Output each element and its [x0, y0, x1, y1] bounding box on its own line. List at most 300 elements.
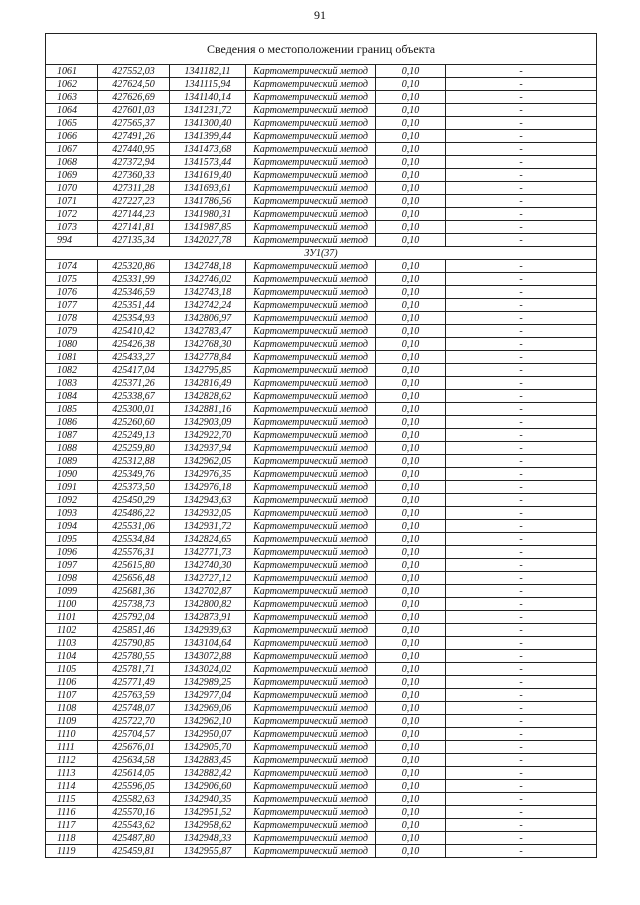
coord-y: 1342937,94 [170, 442, 246, 455]
accuracy: 0,10 [376, 286, 446, 299]
coord-x: 427135,34 [98, 234, 170, 247]
description: - [446, 481, 597, 494]
point-number: 1102 [46, 624, 98, 637]
coord-y: 1342816,49 [170, 377, 246, 390]
method: Картометрический метод [246, 65, 376, 78]
table-row [46, 702, 597, 715]
point-number: 1105 [46, 663, 98, 676]
accuracy: 0,10 [376, 156, 446, 169]
table-row [46, 520, 597, 533]
accuracy: 0,10 [376, 494, 446, 507]
description: - [446, 585, 597, 598]
coord-x: 427601,03 [98, 104, 170, 117]
point-number: 1112 [46, 754, 98, 767]
coord-x: 425681,36 [98, 585, 170, 598]
method: Картометрический метод [246, 676, 376, 689]
coord-y: 1342702,87 [170, 585, 246, 598]
point-number: 1075 [46, 273, 98, 286]
table-title-row [46, 34, 597, 65]
table-row [46, 403, 597, 416]
description: - [446, 598, 597, 611]
description: - [446, 663, 597, 676]
coord-x: 425615,80 [98, 559, 170, 572]
coord-y: 1342881,16 [170, 403, 246, 416]
description: - [446, 351, 597, 364]
method: Картометрический метод [246, 481, 376, 494]
description: - [446, 520, 597, 533]
table-row [46, 195, 597, 208]
accuracy: 0,10 [376, 351, 446, 364]
point-number: 1090 [46, 468, 98, 481]
method: Картометрический метод [246, 507, 376, 520]
accuracy: 0,10 [376, 676, 446, 689]
table-row [46, 156, 597, 169]
description: - [446, 507, 597, 520]
coord-y: 1342806,97 [170, 312, 246, 325]
description: - [446, 728, 597, 741]
point-number: 1061 [46, 65, 98, 78]
coord-y: 1342783,47 [170, 325, 246, 338]
accuracy: 0,10 [376, 793, 446, 806]
coord-x: 425781,71 [98, 663, 170, 676]
accuracy: 0,10 [376, 91, 446, 104]
point-number: 1068 [46, 156, 98, 169]
coord-x: 427311,28 [98, 182, 170, 195]
method: Картометрический метод [246, 416, 376, 429]
description: - [446, 117, 597, 130]
point-number: 1116 [46, 806, 98, 819]
coord-x: 425543,62 [98, 819, 170, 832]
description: - [446, 273, 597, 286]
method: Картометрический метод [246, 611, 376, 624]
point-number: 1098 [46, 572, 98, 585]
coord-y: 1343024,02 [170, 663, 246, 676]
point-number: 1067 [46, 143, 98, 156]
coord-y: 1341980,31 [170, 208, 246, 221]
table-row [46, 481, 597, 494]
point-number: 1111 [46, 741, 98, 754]
table-row [46, 416, 597, 429]
point-number: 1082 [46, 364, 98, 377]
method: Картометрический метод [246, 286, 376, 299]
accuracy: 0,10 [376, 312, 446, 325]
table-row [46, 273, 597, 286]
description: - [446, 377, 597, 390]
accuracy: 0,10 [376, 169, 446, 182]
coord-y: 1342903,09 [170, 416, 246, 429]
description: - [446, 429, 597, 442]
coord-x: 425259,80 [98, 442, 170, 455]
accuracy: 0,10 [376, 403, 446, 416]
description: - [446, 780, 597, 793]
accuracy: 0,10 [376, 182, 446, 195]
coord-y: 1342743,18 [170, 286, 246, 299]
method: Картометрический метод [246, 702, 376, 715]
point-number: 1079 [46, 325, 98, 338]
method: Картометрический метод [246, 819, 376, 832]
description: - [446, 208, 597, 221]
point-number: 1101 [46, 611, 98, 624]
coord-y: 1341987,85 [170, 221, 246, 234]
description: - [446, 312, 597, 325]
coord-y: 1342742,24 [170, 299, 246, 312]
method: Картометрический метод [246, 754, 376, 767]
method: Картометрический метод [246, 624, 376, 637]
description: - [446, 338, 597, 351]
point-number: 1115 [46, 793, 98, 806]
description: - [446, 195, 597, 208]
point-number: 1110 [46, 728, 98, 741]
point-number: 1073 [46, 221, 98, 234]
coord-x: 425738,73 [98, 598, 170, 611]
table-row [46, 663, 597, 676]
description: - [446, 546, 597, 559]
table-row [46, 845, 597, 858]
method: Картометрический метод [246, 299, 376, 312]
accuracy: 0,10 [376, 455, 446, 468]
point-number: 1080 [46, 338, 98, 351]
table-row [46, 455, 597, 468]
table-row [46, 182, 597, 195]
coord-x: 425349,76 [98, 468, 170, 481]
coord-y: 1342027,78 [170, 234, 246, 247]
accuracy: 0,10 [376, 832, 446, 845]
description: - [446, 325, 597, 338]
table-row [46, 819, 597, 832]
accuracy: 0,10 [376, 195, 446, 208]
accuracy: 0,10 [376, 117, 446, 130]
coord-x: 425433,27 [98, 351, 170, 364]
description: - [446, 533, 597, 546]
coord-x: 425582,63 [98, 793, 170, 806]
description: - [446, 715, 597, 728]
accuracy: 0,10 [376, 715, 446, 728]
coord-x: 425722,70 [98, 715, 170, 728]
method: Картометрический метод [246, 91, 376, 104]
accuracy: 0,10 [376, 507, 446, 520]
method: Картометрический метод [246, 468, 376, 481]
accuracy: 0,10 [376, 585, 446, 598]
point-number: 1104 [46, 650, 98, 663]
description: - [446, 221, 597, 234]
coord-x: 425676,01 [98, 741, 170, 754]
coord-y: 1342824,65 [170, 533, 246, 546]
coord-x: 425763,59 [98, 689, 170, 702]
coord-x: 425792,04 [98, 611, 170, 624]
coord-y: 1341115,94 [170, 78, 246, 91]
accuracy: 0,10 [376, 559, 446, 572]
point-number: 1117 [46, 819, 98, 832]
coord-x: 425450,29 [98, 494, 170, 507]
coord-x: 425656,48 [98, 572, 170, 585]
accuracy: 0,10 [376, 130, 446, 143]
table-row [46, 351, 597, 364]
point-number: 1062 [46, 78, 98, 91]
method: Картометрический метод [246, 403, 376, 416]
point-number: 1095 [46, 533, 98, 546]
accuracy: 0,10 [376, 624, 446, 637]
table-row [46, 559, 597, 572]
coord-x: 425596,05 [98, 780, 170, 793]
method: Картометрический метод [246, 533, 376, 546]
description: - [446, 767, 597, 780]
table-row [46, 143, 597, 156]
point-number: 1119 [46, 845, 98, 858]
table-row [46, 728, 597, 741]
description: - [446, 676, 597, 689]
description: - [446, 468, 597, 481]
description: - [446, 702, 597, 715]
coord-y: 1341300,40 [170, 117, 246, 130]
method: Картометрический метод [246, 117, 376, 130]
table-row [46, 780, 597, 793]
coord-y: 1342943,63 [170, 494, 246, 507]
method: Картометрический метод [246, 572, 376, 585]
coord-y: 1342976,35 [170, 468, 246, 481]
section-label: ЗУ1(37) [46, 247, 597, 260]
coord-y: 1342922,70 [170, 429, 246, 442]
description: - [446, 156, 597, 169]
table-row [46, 377, 597, 390]
accuracy: 0,10 [376, 598, 446, 611]
coord-y: 1342950,07 [170, 728, 246, 741]
method: Картометрический метод [246, 520, 376, 533]
table-row [46, 715, 597, 728]
accuracy: 0,10 [376, 416, 446, 429]
method: Картометрический метод [246, 78, 376, 91]
method: Картометрический метод [246, 143, 376, 156]
table-row [46, 338, 597, 351]
method: Картометрический метод [246, 780, 376, 793]
table-row [46, 78, 597, 91]
coord-y: 1342977,04 [170, 689, 246, 702]
method: Картометрический метод [246, 208, 376, 221]
section-row [46, 247, 597, 260]
point-number: 1086 [46, 416, 98, 429]
accuracy: 0,10 [376, 143, 446, 156]
coord-x: 425534,84 [98, 533, 170, 546]
method: Картометрический метод [246, 130, 376, 143]
point-number: 1097 [46, 559, 98, 572]
accuracy: 0,10 [376, 637, 446, 650]
description: - [446, 143, 597, 156]
table-title: Сведения о местоположении границ объекта [46, 34, 597, 65]
point-number: 1089 [46, 455, 98, 468]
description: - [446, 845, 597, 858]
method: Картометрический метод [246, 598, 376, 611]
coord-y: 1341182,11 [170, 65, 246, 78]
coord-y: 1342748,18 [170, 260, 246, 273]
coord-y: 1342906,60 [170, 780, 246, 793]
description: - [446, 91, 597, 104]
coord-x: 425487,80 [98, 832, 170, 845]
coord-x: 425371,26 [98, 377, 170, 390]
coord-x: 425614,05 [98, 767, 170, 780]
accuracy: 0,10 [376, 234, 446, 247]
coord-y: 1341140,14 [170, 91, 246, 104]
description: - [446, 104, 597, 117]
description: - [446, 403, 597, 416]
method: Картометрический метод [246, 546, 376, 559]
description: - [446, 390, 597, 403]
point-number: 1108 [46, 702, 98, 715]
description: - [446, 455, 597, 468]
point-number: 1099 [46, 585, 98, 598]
description: - [446, 65, 597, 78]
description: - [446, 442, 597, 455]
point-number: 1103 [46, 637, 98, 650]
accuracy: 0,10 [376, 429, 446, 442]
coord-y: 1342989,25 [170, 676, 246, 689]
coord-y: 1341573,44 [170, 156, 246, 169]
method: Картометрический метод [246, 338, 376, 351]
accuracy: 0,10 [376, 260, 446, 273]
coord-x: 425354,93 [98, 312, 170, 325]
coord-y: 1342727,12 [170, 572, 246, 585]
accuracy: 0,10 [376, 611, 446, 624]
coord-y: 1342740,30 [170, 559, 246, 572]
description: - [446, 286, 597, 299]
method: Картометрический метод [246, 429, 376, 442]
accuracy: 0,10 [376, 481, 446, 494]
coord-x: 425300,01 [98, 403, 170, 416]
coord-x: 425426,38 [98, 338, 170, 351]
coord-x: 427552,03 [98, 65, 170, 78]
accuracy: 0,10 [376, 533, 446, 546]
coord-y: 1341619,40 [170, 169, 246, 182]
table-row [46, 390, 597, 403]
coord-x: 427360,33 [98, 169, 170, 182]
coord-x: 425459,81 [98, 845, 170, 858]
coord-y: 1342962,05 [170, 455, 246, 468]
method: Картометрический метод [246, 234, 376, 247]
coord-y: 1342771,73 [170, 546, 246, 559]
table-row [46, 806, 597, 819]
accuracy: 0,10 [376, 728, 446, 741]
table-row [46, 221, 597, 234]
point-number: 1078 [46, 312, 98, 325]
coord-y: 1341786,56 [170, 195, 246, 208]
accuracy: 0,10 [376, 520, 446, 533]
coord-y: 1342882,42 [170, 767, 246, 780]
accuracy: 0,10 [376, 104, 446, 117]
table-row [46, 65, 597, 78]
coord-x: 425351,44 [98, 299, 170, 312]
coord-x: 425417,04 [98, 364, 170, 377]
table-row [46, 364, 597, 377]
point-number: 1100 [46, 598, 98, 611]
table-row [46, 117, 597, 130]
coord-x: 427372,94 [98, 156, 170, 169]
coord-x: 425410,42 [98, 325, 170, 338]
method: Картометрический метод [246, 455, 376, 468]
point-number: 1093 [46, 507, 98, 520]
method: Картометрический метод [246, 845, 376, 858]
coord-y: 1342800,82 [170, 598, 246, 611]
accuracy: 0,10 [376, 338, 446, 351]
table-row [46, 91, 597, 104]
coord-x: 427440,95 [98, 143, 170, 156]
coord-y: 1341693,61 [170, 182, 246, 195]
method: Картометрический метод [246, 221, 376, 234]
table-row [46, 260, 597, 273]
table-row [46, 624, 597, 637]
coord-x: 425346,59 [98, 286, 170, 299]
coord-x: 425570,16 [98, 806, 170, 819]
coord-x: 425780,55 [98, 650, 170, 663]
description: - [446, 260, 597, 273]
coord-x: 425373,50 [98, 481, 170, 494]
table-row [46, 637, 597, 650]
description: - [446, 494, 597, 507]
table-row [46, 299, 597, 312]
coord-x: 425320,86 [98, 260, 170, 273]
table-row [46, 468, 597, 481]
table-row [46, 767, 597, 780]
description: - [446, 416, 597, 429]
coord-y: 1341473,68 [170, 143, 246, 156]
point-number: 1063 [46, 91, 98, 104]
coord-x: 425634,58 [98, 754, 170, 767]
method: Картометрический метод [246, 637, 376, 650]
description: - [446, 806, 597, 819]
description: - [446, 559, 597, 572]
table-row [46, 689, 597, 702]
coord-x: 427141,81 [98, 221, 170, 234]
coord-y: 1342976,18 [170, 481, 246, 494]
coord-y: 1342948,33 [170, 832, 246, 845]
method: Картометрический метод [246, 793, 376, 806]
coord-y: 1341231,72 [170, 104, 246, 117]
accuracy: 0,10 [376, 364, 446, 377]
description: - [446, 793, 597, 806]
table-row [46, 494, 597, 507]
table-row [46, 650, 597, 663]
point-number: 1085 [46, 403, 98, 416]
accuracy: 0,10 [376, 208, 446, 221]
method: Картометрический метод [246, 806, 376, 819]
method: Картометрический метод [246, 585, 376, 598]
method: Картометрический метод [246, 442, 376, 455]
method: Картометрический метод [246, 156, 376, 169]
description: - [446, 169, 597, 182]
accuracy: 0,10 [376, 273, 446, 286]
description: - [446, 611, 597, 624]
point-number: 1106 [46, 676, 98, 689]
point-number: 994 [46, 234, 98, 247]
point-number: 1118 [46, 832, 98, 845]
accuracy: 0,10 [376, 663, 446, 676]
table-row [46, 442, 597, 455]
method: Картометрический метод [246, 169, 376, 182]
coord-x: 427144,23 [98, 208, 170, 221]
table-row [46, 325, 597, 338]
point-number: 1066 [46, 130, 98, 143]
point-number: 1065 [46, 117, 98, 130]
description: - [446, 819, 597, 832]
description: - [446, 832, 597, 845]
accuracy: 0,10 [376, 806, 446, 819]
accuracy: 0,10 [376, 689, 446, 702]
coord-y: 1342951,52 [170, 806, 246, 819]
point-number: 1092 [46, 494, 98, 507]
point-number: 1114 [46, 780, 98, 793]
coord-y: 1342969,06 [170, 702, 246, 715]
accuracy: 0,10 [376, 546, 446, 559]
coord-x: 425790,85 [98, 637, 170, 650]
accuracy: 0,10 [376, 819, 446, 832]
method: Картометрический метод [246, 260, 376, 273]
